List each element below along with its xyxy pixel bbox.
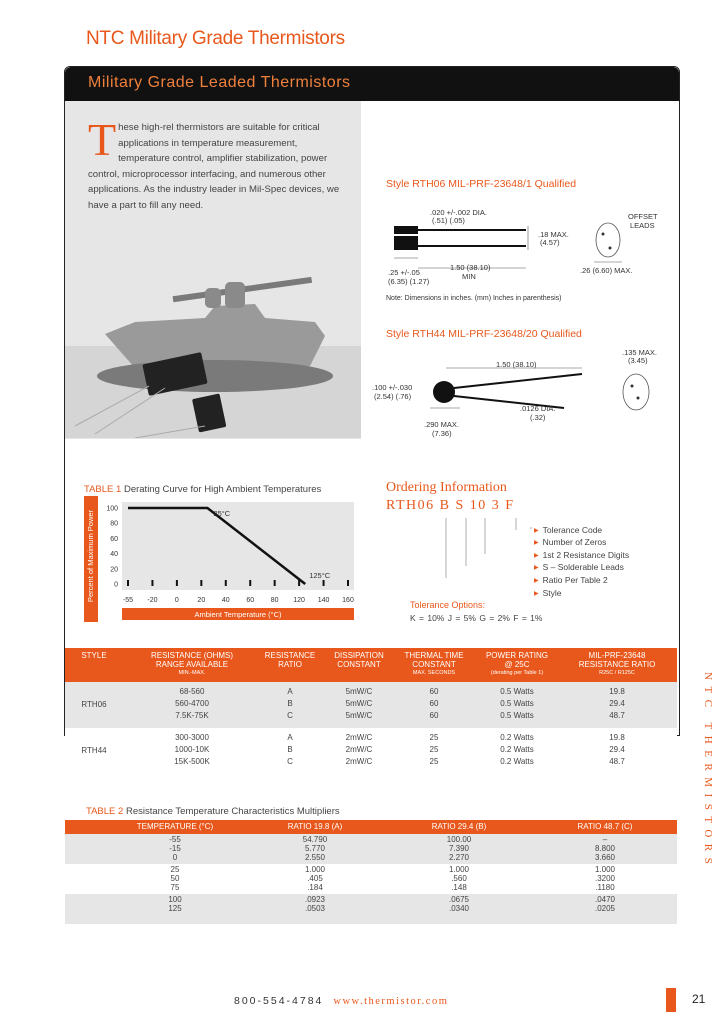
multiplier-cell: .405 xyxy=(307,874,323,883)
x-tick-mark xyxy=(200,580,202,586)
x-tick-mark xyxy=(176,580,178,586)
dropcap: T xyxy=(88,114,117,165)
multiplier-cell: 3.660 xyxy=(594,853,616,862)
spec-cell: 29.4 xyxy=(609,699,625,708)
legend-item: ▶ Number of Zeros xyxy=(534,537,606,547)
spec-cell: B xyxy=(287,745,293,754)
page-title: NTC Military Grade Thermistors xyxy=(86,28,345,49)
multiplier-cell: 0 xyxy=(172,853,178,862)
legend-item: ▶ Tolerance Code xyxy=(534,525,602,535)
multiplier-header-cell: TEMPERATURE (°C) xyxy=(136,822,214,831)
table1-text: Derating Curve for High Ambient Temperatures xyxy=(123,484,322,495)
multiplier-cell: 2.270 xyxy=(448,853,470,862)
multiplier-cell: 2.550 xyxy=(304,853,326,862)
spec-header-text: THERMAL TIME xyxy=(404,651,464,660)
annotation-125c: 125°C xyxy=(309,571,331,580)
footer xyxy=(234,995,448,1007)
style-cell: RTH44 xyxy=(81,746,107,755)
spec-cell: 25 xyxy=(429,733,439,742)
multiplier-cell: .0675 xyxy=(448,895,470,904)
spec-header-text: STYLE xyxy=(81,651,107,660)
spec-cell: C xyxy=(287,711,293,720)
spec-cell: 19.8 xyxy=(609,687,625,696)
side-text: NTC THERMISTORS xyxy=(702,672,714,871)
multiplier-cell: 100.00 xyxy=(446,835,472,844)
multiplier-cell: 50 xyxy=(170,874,180,883)
rth06-dia-mm: (.51) (.05) xyxy=(432,216,465,225)
rth06-lead-min: MIN xyxy=(462,272,476,281)
table2-label: TABLE 2 xyxy=(86,806,124,817)
spec-cell: 60 xyxy=(429,687,439,696)
multiplier-cell: .148 xyxy=(451,883,467,892)
multiplier-cell: 125 xyxy=(168,904,182,913)
x-tick-mark xyxy=(347,580,349,586)
spec-header-cell xyxy=(321,651,397,669)
multiplier-group xyxy=(65,894,677,924)
footer-url[interactable]: www.thermistor.com xyxy=(333,996,449,1007)
y-tick-label: 100 xyxy=(106,505,118,513)
spec-header-text: MIL-PRF-23648 xyxy=(588,651,646,660)
y-tick-label: 60 xyxy=(110,535,118,543)
spec-header-cell xyxy=(473,651,561,678)
multiplier-cell: .3200 xyxy=(594,874,616,883)
rth44-100-mm: (2.54) (.76) xyxy=(374,392,412,401)
multiplier-cell: -15 xyxy=(169,844,181,853)
multiplier-table xyxy=(65,820,677,924)
x-tick-mark xyxy=(323,580,325,586)
section-header xyxy=(65,67,679,101)
x-tick-label: 80 xyxy=(270,597,279,604)
spec-cell: 0.5 Watts xyxy=(500,699,534,708)
rth44-150: 1.50 (38.10) xyxy=(496,360,537,369)
multiplier-cell: 25 xyxy=(170,865,180,874)
rth44-135-mm: (3.45) xyxy=(628,356,648,365)
spec-header-text: POWER RATING xyxy=(485,651,549,660)
table2-caption xyxy=(86,806,340,817)
tolerance-values: K = 10% J = 5% G = 2% F = 1% xyxy=(410,613,543,623)
spec-cell: 68-560 xyxy=(179,687,205,696)
spec-header-text: MIN.-MAX. xyxy=(178,670,206,676)
spec-header-text: RESISTANCE RATIO xyxy=(578,660,656,669)
legend-item: ▶ Style xyxy=(534,588,562,598)
spec-header-cell xyxy=(393,651,475,678)
rth06-max-mm: (4.57) xyxy=(540,238,560,247)
spec-cell: 0.5 Watts xyxy=(500,687,534,696)
spec-table-header xyxy=(65,648,677,682)
x-tick-label: -55 xyxy=(122,597,134,604)
multiplier-cell: 5.770 xyxy=(304,844,326,853)
rth06-len: .25 +/-.05 xyxy=(388,268,420,277)
intro-body: hese high-rel thermistors are suitable for critical applications in temperature measurement, temperature control, amplifier stabilization, power control, microprocessor interfacing, and numerous other applications. As the industry leader in Mil-Spec devices, we have a part to fill any need. xyxy=(88,122,340,211)
spec-cell: 560-4700 xyxy=(175,699,209,708)
multiplier-cell: 8.800 xyxy=(594,844,616,853)
x-tick-mark xyxy=(225,580,227,586)
spec-header-cell xyxy=(557,651,677,678)
x-tick-label: 160 xyxy=(342,597,354,604)
ordering-connectors xyxy=(430,514,540,586)
ordering-title: Ordering Information xyxy=(386,480,507,495)
spec-cell: 7.5K-75K xyxy=(175,711,209,720)
table1-caption xyxy=(84,484,321,495)
chart-ylabel: Percent of Maximum Power xyxy=(86,509,95,603)
multiplier-cell: .0923 xyxy=(304,895,326,904)
multiplier-cell: -55 xyxy=(169,835,181,844)
intro-text xyxy=(88,114,350,213)
spec-cell: 0.2 Watts xyxy=(500,757,534,766)
tank-photo xyxy=(65,226,361,438)
spec-group xyxy=(65,682,677,728)
spec-header-text: DISSIPATION xyxy=(334,651,384,660)
y-tick-label: 0 xyxy=(114,581,118,589)
spec-cell: 0.2 Watts xyxy=(500,733,534,742)
tolerance-title: Tolerance Options: xyxy=(410,600,486,610)
chart-xlabel: Ambient Temperature (°C) xyxy=(194,610,282,619)
rth44-title: Style RTH44 MIL-PRF-23648/20 Qualified xyxy=(386,328,582,340)
spec-cell: C xyxy=(287,757,293,766)
spec-header-cell xyxy=(253,651,327,669)
multiplier-cell: .0205 xyxy=(594,904,616,913)
spec-header-cell xyxy=(129,651,255,678)
spec-header-text: CONSTANT xyxy=(337,660,381,669)
multiplier-group xyxy=(65,834,677,864)
rth44-0126: .0126 DIA. xyxy=(520,404,556,413)
spec-header-text: RANGE AVAILABLE xyxy=(155,660,229,669)
spec-header-cell xyxy=(65,651,123,660)
rth06-len-mm: (6.35) (1.27) xyxy=(388,277,430,286)
spec-cell: 2mW/C xyxy=(345,745,373,754)
spec-cell: 60 xyxy=(429,711,439,720)
multiplier-header-cell: RATIO 19.8 (A) xyxy=(287,822,343,831)
rth44-290-mm: (7.36) xyxy=(432,429,452,438)
multiplier-cell: .0503 xyxy=(304,904,326,913)
multiplier-cell: .184 xyxy=(307,883,323,892)
multiplier-cell: 1.000 xyxy=(594,865,616,874)
table1-label: TABLE 1 xyxy=(84,484,122,495)
multiplier-header-cell: RATIO 48.7 (C) xyxy=(577,822,633,831)
spec-header-text: R25C / R125C xyxy=(599,670,635,676)
footer-phone: 800-554-4784 xyxy=(234,995,324,1007)
footer-accent-block xyxy=(666,988,676,1012)
multiplier-cell: .1180 xyxy=(595,883,615,892)
spec-table xyxy=(65,648,677,774)
rth44-290: .290 MAX. xyxy=(424,420,460,429)
rth06-26: .26 (6.60) MAX. xyxy=(580,266,633,275)
legend-item: ▶ 1st 2 Resistance Digits xyxy=(534,550,629,560)
spec-cell: 29.4 xyxy=(609,745,625,754)
spec-cell: 0.2 Watts xyxy=(500,745,534,754)
ordering-code: RTH06 B S 10 3 F xyxy=(386,498,515,513)
multiplier-cell: 54.790 xyxy=(302,835,328,844)
multiplier-cell: .560 xyxy=(451,874,467,883)
x-tick-label: 140 xyxy=(317,597,330,604)
x-tick-mark xyxy=(151,580,153,586)
rth44-0126-mm: (.32) xyxy=(530,413,546,422)
x-tick-mark xyxy=(127,580,129,586)
spec-cell: B xyxy=(287,699,293,708)
x-tick-label: 0 xyxy=(174,597,179,604)
spec-cell: 0.5 Watts xyxy=(500,711,534,720)
spec-header-text: RATIO xyxy=(278,660,302,669)
multiplier-cell: 7.390 xyxy=(448,844,470,853)
spec-header-text: MAX. SECONDS xyxy=(412,670,456,676)
multiplier-cell: 100 xyxy=(168,895,182,904)
rth06-dia: .020 +/-.002 DIA. xyxy=(430,208,487,217)
section-title: Military Grade Leaded Thermistors xyxy=(88,74,351,91)
spec-cell: 15K-500K xyxy=(174,757,210,766)
rth06-note: Note: Dimensions in inches. (mm) Inches in parenthesis) xyxy=(386,295,562,302)
spec-cell: 19.8 xyxy=(609,733,625,742)
annotation-25c: 25°C xyxy=(213,509,231,518)
derating-chart xyxy=(84,496,360,622)
spec-cell: 25 xyxy=(429,757,439,766)
spec-cell: A xyxy=(287,687,293,696)
spec-header-text: CONSTANT xyxy=(412,660,456,669)
x-tick-label: 120 xyxy=(293,597,305,604)
multiplier-cell: 75 xyxy=(170,883,180,892)
page-number: 21 xyxy=(692,992,706,1006)
x-tick-label: 60 xyxy=(246,597,255,604)
rth06-lead: 1.50 (38.10) xyxy=(450,263,491,272)
legend-item: ▶ S – Solderable Leads xyxy=(534,562,624,572)
spec-cell: 48.7 xyxy=(609,757,625,766)
spec-cell: 300-3000 xyxy=(175,733,209,742)
x-tick-mark xyxy=(249,580,251,586)
multiplier-cell: .0470 xyxy=(594,895,616,904)
spec-cell: 5mW/C xyxy=(345,687,373,696)
spec-header-text: @ 25C xyxy=(504,660,530,669)
x-tick-mark xyxy=(274,580,276,586)
x-tick-label: 20 xyxy=(197,597,206,604)
multiplier-cell: 1.000 xyxy=(448,865,470,874)
multiplier-cell: – xyxy=(602,835,608,844)
spec-cell: 5mW/C xyxy=(345,699,373,708)
spec-cell: 5mW/C xyxy=(345,711,373,720)
multiplier-cell: 1.000 xyxy=(304,865,326,874)
rth06-leads: LEADS xyxy=(630,221,655,230)
rth06-title: Style RTH06 MIL-PRF-23648/1 Qualified xyxy=(386,178,577,190)
rth44-135: .135 MAX. xyxy=(622,348,658,357)
spec-header-text: RESISTANCE xyxy=(264,651,316,660)
spec-cell: 2mW/C xyxy=(345,733,373,742)
y-tick-label: 20 xyxy=(110,566,118,574)
spec-cell: A xyxy=(287,733,293,742)
spec-cell: 25 xyxy=(429,745,439,754)
spec-header-text: (derating per Table 1) xyxy=(490,670,544,676)
spec-header-text: RESISTANCE (OHMS) xyxy=(150,651,234,660)
table2-text: Resistance Temperature Characteristics Multipliers xyxy=(125,806,340,817)
rth06-offset: OFFSET xyxy=(628,212,658,221)
multiplier-header-cell: RATIO 29.4 (B) xyxy=(431,822,487,831)
spec-cell: 1000-10K xyxy=(174,745,210,754)
rth06-max: .18 MAX. xyxy=(538,230,569,239)
x-tick-label: 40 xyxy=(221,597,230,604)
style-cell: RTH06 xyxy=(81,700,107,709)
spec-cell: 48.7 xyxy=(609,711,625,720)
spec-cell: 2mW/C xyxy=(345,757,373,766)
multiplier-cell: .0340 xyxy=(448,904,470,913)
spec-cell: 60 xyxy=(429,699,439,708)
x-tick-label: -20 xyxy=(147,597,158,604)
rth44-100: .100 +/-.030 xyxy=(372,383,413,392)
multiplier-group xyxy=(65,864,677,894)
legend-item: ▶ Ratio Per Table 2 xyxy=(534,575,608,585)
spec-group xyxy=(65,728,677,774)
y-tick-label: 80 xyxy=(110,520,118,528)
multiplier-table-header xyxy=(65,820,677,834)
y-tick-label: 40 xyxy=(110,551,118,559)
